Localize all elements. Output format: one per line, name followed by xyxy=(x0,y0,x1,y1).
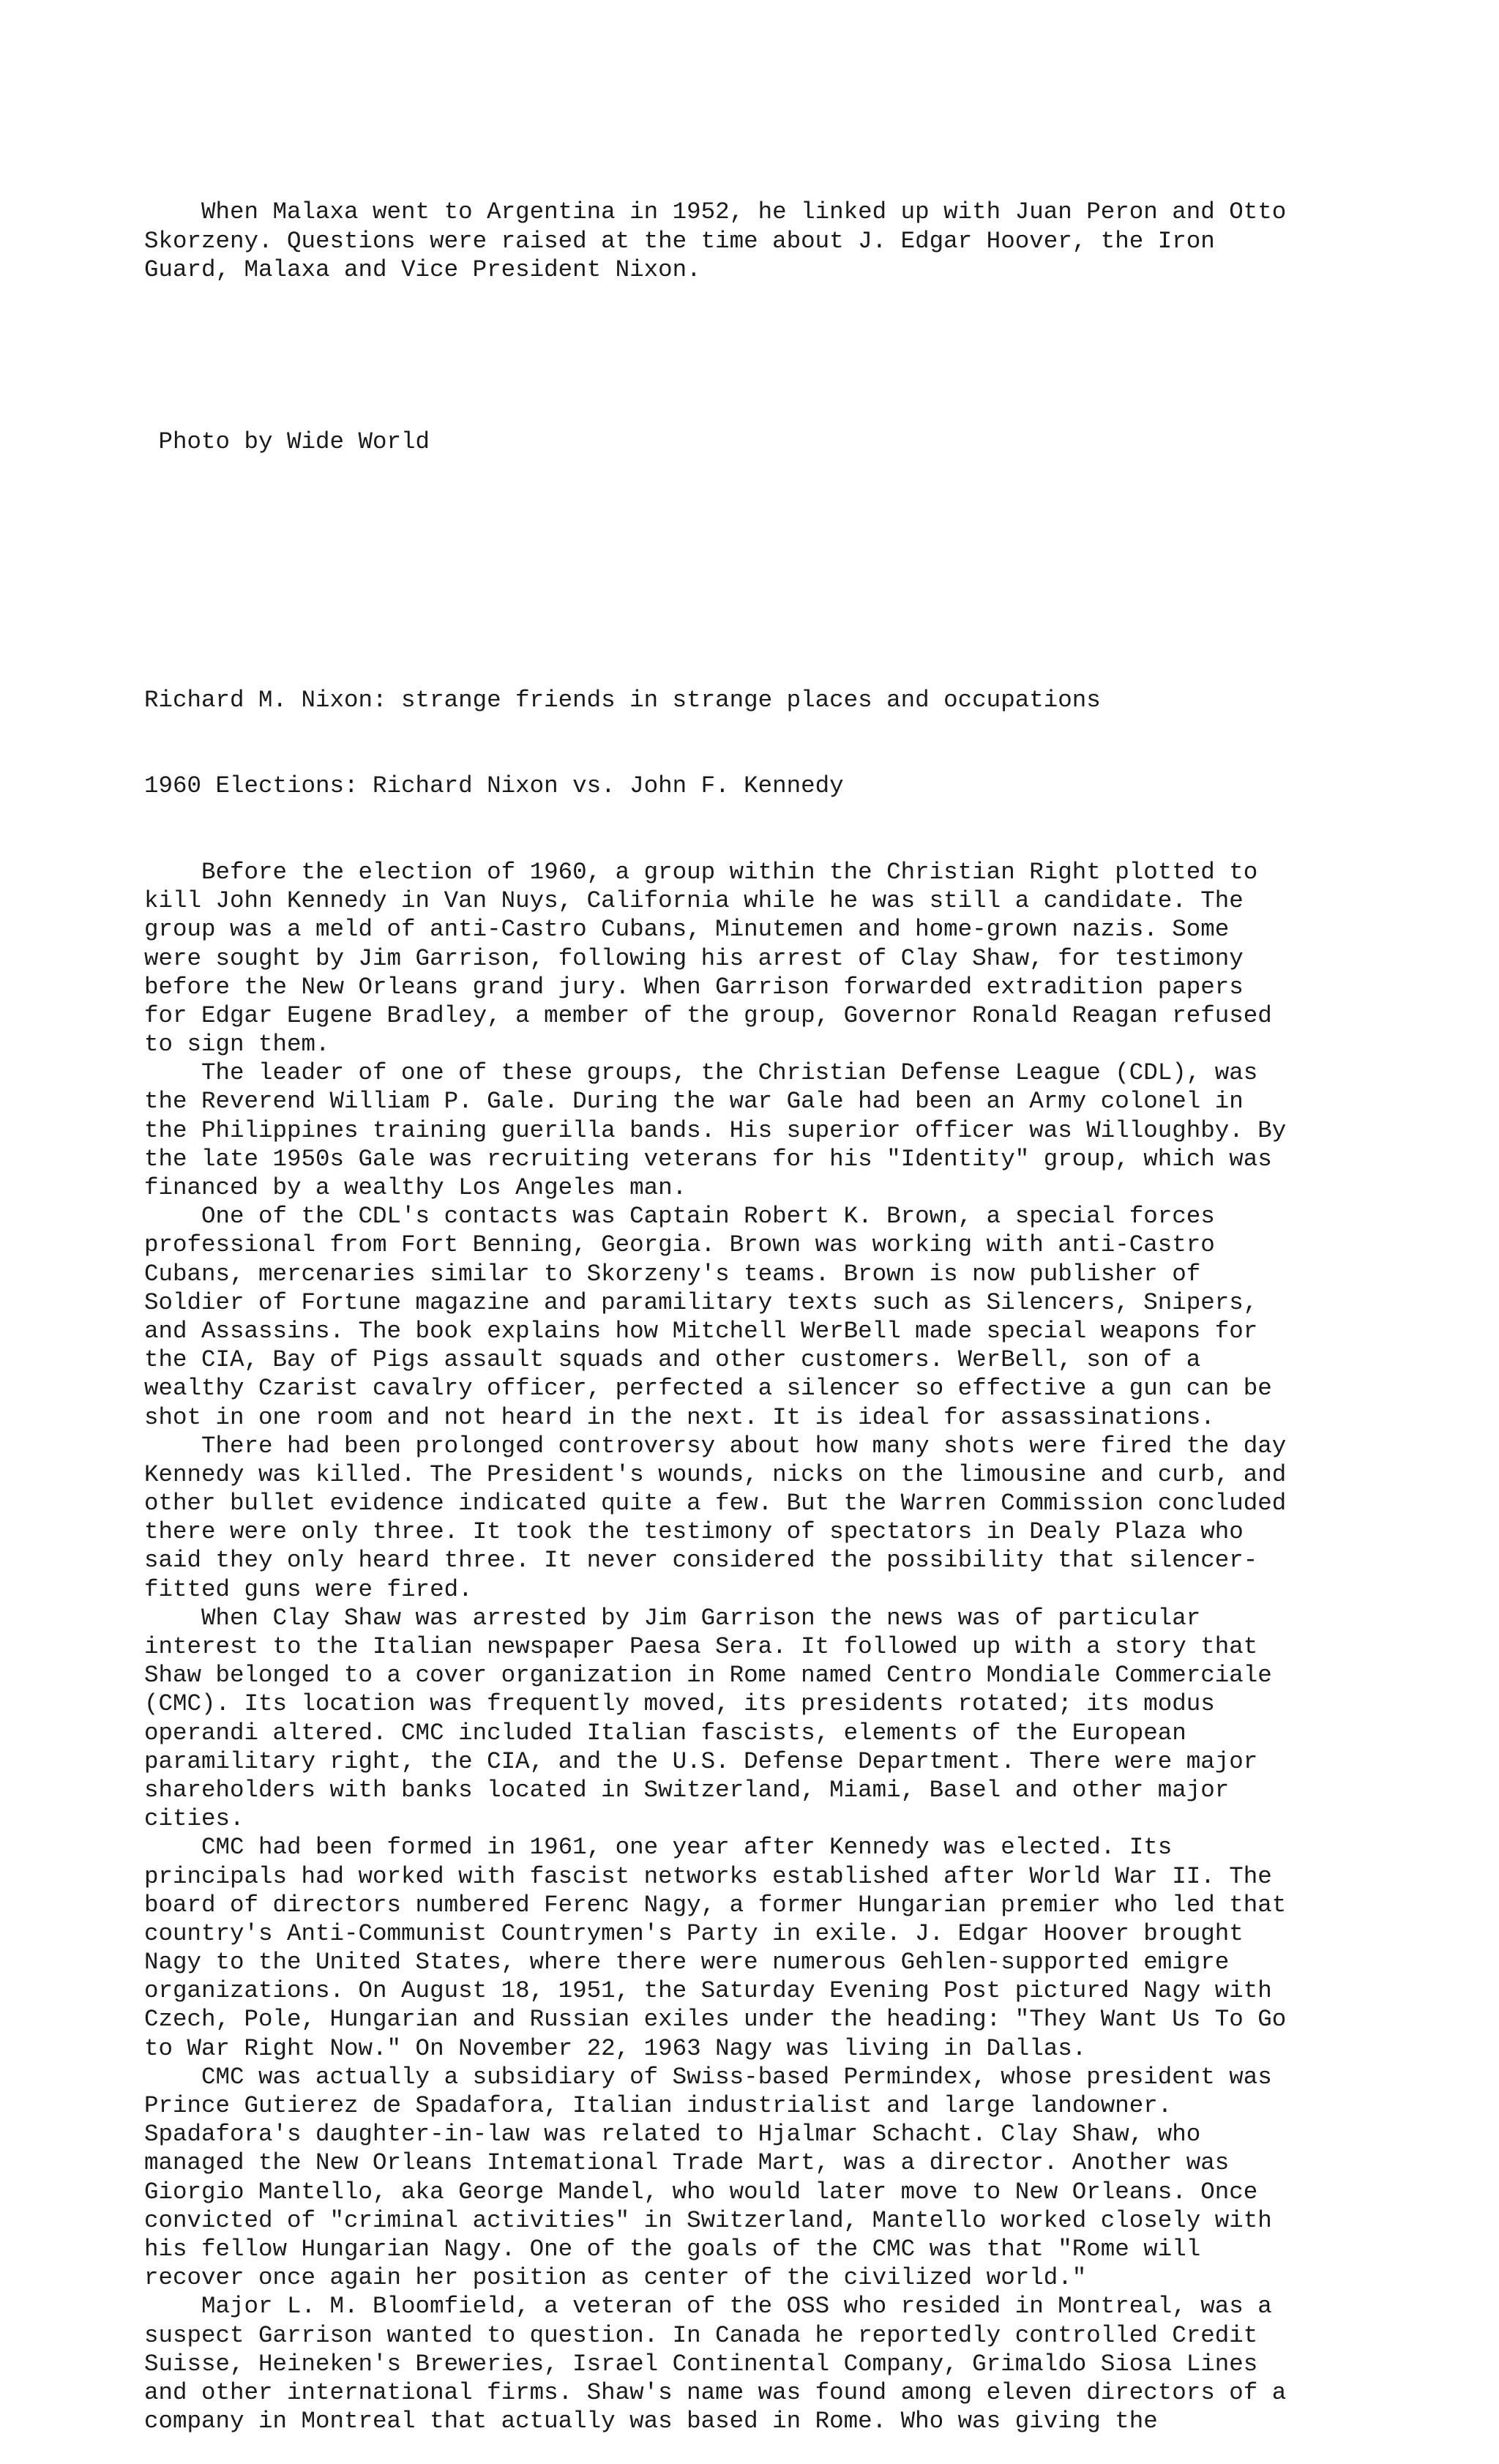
text-line: CMC had been formed in 1961, one year after Kennedy was elected. Its xyxy=(144,1834,1173,1862)
text-line: financed by a wealthy Los Angeles man. xyxy=(144,1174,687,1201)
text-line: kill John Kennedy in Van Nuys, California while he was still a candidate. The xyxy=(144,887,1244,915)
text-line: The leader of one of these groups, the Christian Defense League (CDL), was xyxy=(144,1059,1258,1087)
intro-paragraph xyxy=(144,198,1403,284)
text-line: (CMC). Its location was frequently moved, its presidents rotated; its modus xyxy=(144,1690,1215,1718)
text-line: the late 1950s Gale was recruiting veterans for his "Identity" group, which was xyxy=(144,1145,1272,1173)
body-text xyxy=(144,858,1403,2435)
text-line: Suisse, Heineken's Breweries, Israel Continental Company, Grimaldo Siosa Lines xyxy=(144,2350,1258,2378)
text-line: When Malaxa went to Argentina in 1952, he linked up with Juan Peron and Otto xyxy=(144,198,1287,226)
text-line: shot in one room and not heard in the next. It is ideal for assassinations. xyxy=(144,1403,1215,1431)
text-line: Giorgio Mantello, aka George Mandel, who would later move to New Orleans. Once xyxy=(144,2178,1258,2206)
text-line: to sign them. xyxy=(144,1031,330,1059)
text-line: recover once again her position as center of the civilized world." xyxy=(144,2264,1087,2292)
text-line: the Reverend William P. Gale. During the war Gale had been an Army colonel in xyxy=(144,1088,1244,1116)
text-line: before the New Orleans grand jury. When Garrison forwarded extradition papers xyxy=(144,973,1244,1001)
text-line: were sought by Jim Garrison, following his arrest of Clay Shaw, for testimony xyxy=(144,944,1244,972)
text-line: company in Montreal that actually was based in Rome. Who was giving the xyxy=(144,2408,1158,2435)
text-line: to War Right Now." On November 22, 1963 Nagy was living in Dallas. xyxy=(144,2034,1087,2062)
text-line: Cubans, mercenaries similar to Skorzeny's teams. Brown is now publisher of xyxy=(144,1260,1201,1288)
spacer xyxy=(144,600,1403,628)
text-line: for Edgar Eugene Bradley, a member of the group, Governor Ronald Reagan refused xyxy=(144,1001,1272,1029)
text-line: Czech, Pole, Hungarian and Russian exiles under the heading: "They Want Us To Go xyxy=(144,2006,1287,2034)
text-line: Spadafora's daughter-in-law was related to Hjalmar Schacht. Clay Shaw, who xyxy=(144,2121,1201,2148)
text-line: suspect Garrison wanted to question. In Canada he reportedly controlled Credit xyxy=(144,2321,1258,2349)
text-line: paramilitary right, the CIA, and the U.S. Defense Department. There were major xyxy=(144,1747,1258,1775)
text-line: and other international firms. Shaw's name was found among eleven directors of a xyxy=(144,2378,1287,2406)
text-line: There had been prolonged controversy about how many shots were fired the day xyxy=(144,1432,1287,1460)
text-line: shareholders with banks located in Switzerland, Miami, Basel and other major xyxy=(144,1776,1230,1804)
text-line: wealthy Czarist cavalry officer, perfected a silencer so effective a gun can be xyxy=(144,1375,1272,1403)
text-line: Prince Gutierez de Spadafora, Italian industrialist and large landowner. xyxy=(144,2092,1173,2119)
text-line: there were only three. It took the testimony of spectators in Dealy Plaza who xyxy=(144,1518,1244,1546)
spacer xyxy=(144,341,1403,370)
text-line: managed the New Orleans Intemational Trade Mart, was a director. Another was xyxy=(144,2149,1230,2177)
text-line: organizations. On August 18, 1951, the Saturday Evening Post pictured Nagy with xyxy=(144,1977,1272,2005)
text-line: cities. xyxy=(144,1805,244,1833)
text-line: other bullet evidence indicated quite a few. But the Warren Commission concluded xyxy=(144,1490,1287,1517)
text-line: the CIA, Bay of Pigs assault squads and other customers. WerBell, son of a xyxy=(144,1346,1201,1374)
text-line: country's Anti-Communist Countrymen's Party in exile. J. Edgar Hoover brought xyxy=(144,1919,1244,1947)
document-page xyxy=(144,141,1403,2464)
text-line: Nagy to the United States, where there were numerous Gehlen-supported emigre xyxy=(144,1949,1230,1976)
photo-credit: Photo by Wide World xyxy=(144,428,430,455)
text-line: Skorzeny. Questions were raised at the time about J. Edgar Hoover, the Iron xyxy=(144,227,1215,255)
text-line: his fellow Hungarian Nagy. One of the goals of the CMC was that "Rome will xyxy=(144,2235,1201,2263)
text-line: group was a meld of anti-Castro Cubans, Minutemen and home-grown nazis. Some xyxy=(144,916,1230,944)
text-line: and Assassins. The book explains how Mitchell WerBell made special weapons for xyxy=(144,1317,1258,1345)
spacer xyxy=(144,514,1403,542)
text-line: fitted guns were fired. xyxy=(144,1575,473,1603)
text-line: CMC was actually a subsidiary of Swiss-based Permindex, whose president was xyxy=(144,2063,1272,2091)
text-line: said they only heard three. It never considered the possibility that silencer- xyxy=(144,1547,1258,1575)
text-line: Before the election of 1960, a group within the Christian Right plotted to xyxy=(144,858,1258,886)
text-line: Shaw belonged to a cover organization in Rome named Centro Mondiale Commerciale xyxy=(144,1662,1272,1690)
text-line: professional from Fort Benning, Georgia. Brown was working with anti-Castro xyxy=(144,1231,1215,1259)
text-line: Kennedy was killed. The President's wounds, nicks on the limousine and curb, and xyxy=(144,1460,1287,1488)
text-line: convicted of "criminal activities" in Switzerland, Mantello worked closely with xyxy=(144,2206,1272,2234)
text-line: Guard, Malaxa and Vice President Nixon. xyxy=(144,255,701,283)
text-line: principals had worked with fascist networks established after World War II. The xyxy=(144,1862,1272,1890)
section-subheading: 1960 Elections: Richard Nixon vs. John F. Kennedy xyxy=(144,772,844,800)
text-line: operandi altered. CMC included Italian fascists, elements of the European xyxy=(144,1719,1186,1747)
text-line: interest to the Italian newspaper Paesa Sera. It followed up with a story that xyxy=(144,1633,1258,1660)
text-line: the Philippines training guerilla bands. His superior officer was Willoughby. By xyxy=(144,1116,1287,1144)
text-line: Major L. M. Bloomfield, a veteran of the OSS who resided in Montreal, was a xyxy=(144,2293,1272,2321)
text-line: One of the CDL's contacts was Captain Robert K. Brown, a special forces xyxy=(144,1203,1215,1231)
text-line: board of directors numbered Ferenc Nagy, a former Hungarian premier who led that xyxy=(144,1891,1287,1919)
section-heading: Richard M. Nixon: strange friends in strange places and occupations xyxy=(144,686,1101,714)
text-line: Soldier of Fortune magazine and paramilitary texts such as Silencers, Snipers, xyxy=(144,1288,1258,1316)
text-line: When Clay Shaw was arrested by Jim Garrison the news was of particular xyxy=(144,1604,1201,1632)
